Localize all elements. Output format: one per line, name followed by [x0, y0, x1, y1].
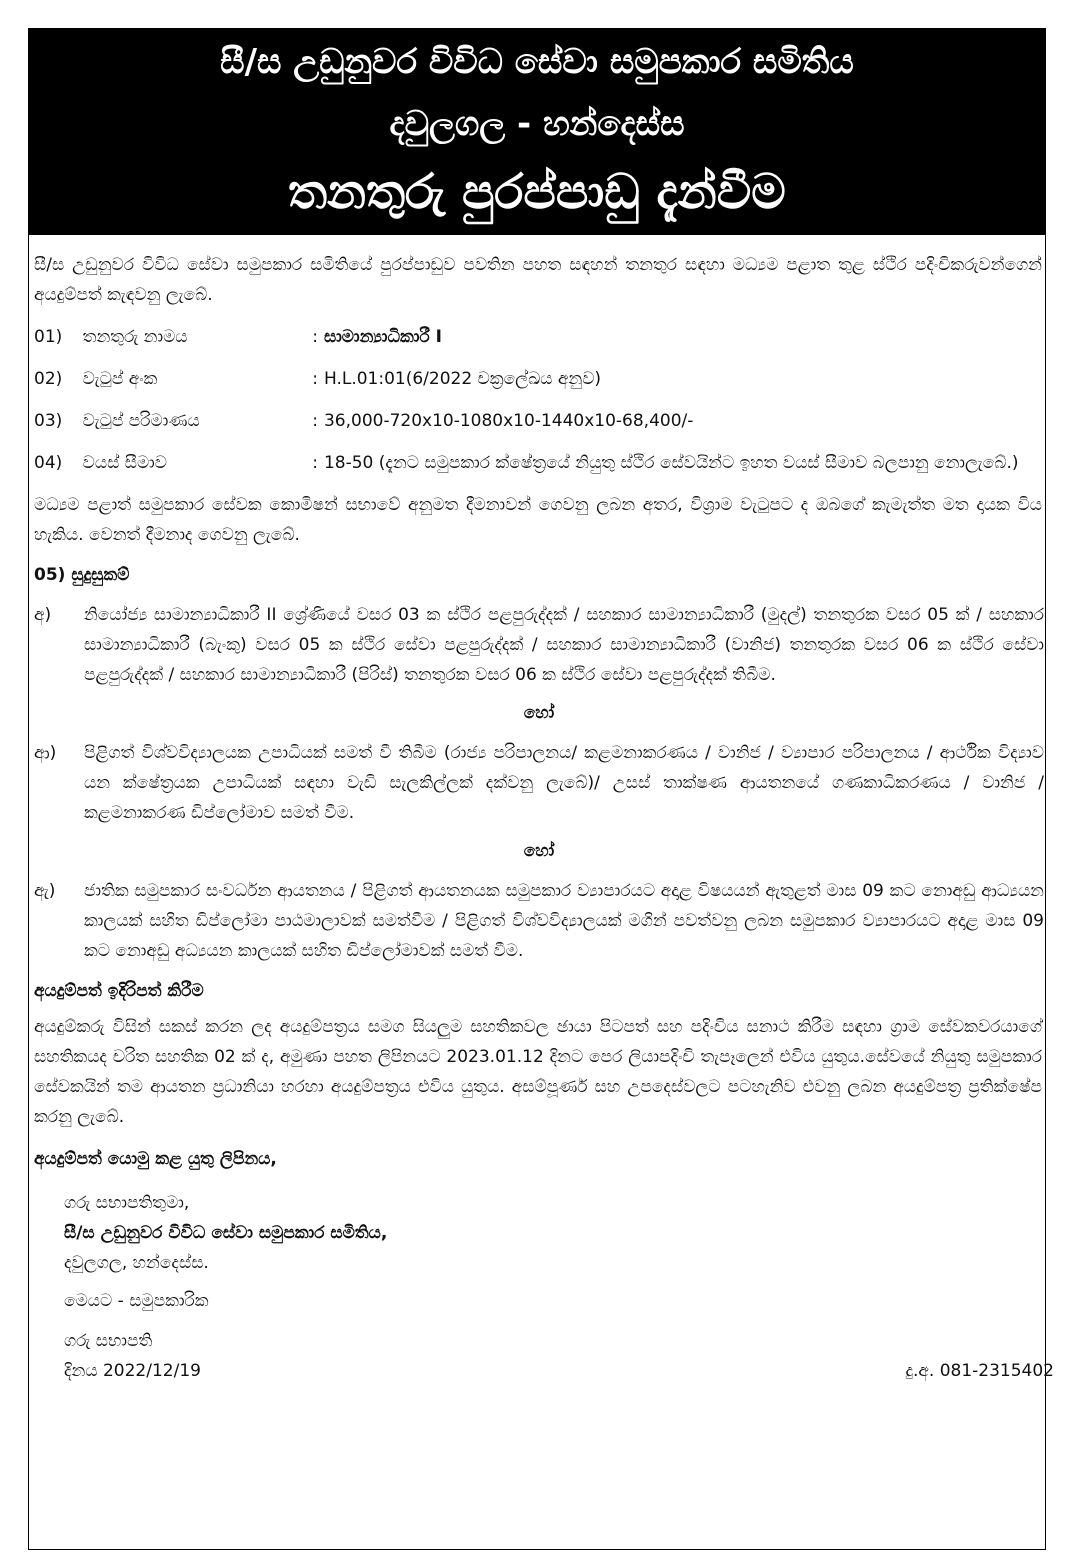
detail-label: වැටුප් අංක — [82, 369, 158, 389]
detail-row — [34, 364, 1044, 394]
detail-colon: : — [312, 369, 319, 389]
address-line: දවුලගල, හන්දෙස්ස. — [64, 1253, 209, 1273]
detail-colon: : — [312, 453, 319, 473]
org-name: සී/ස උඩුනුවර විවිධ සේවා සමුපකාර සමිතිය — [220, 42, 854, 82]
detail-number: 02) — [34, 369, 63, 389]
detail-label: වයස් සීමාව — [82, 453, 167, 473]
detail-value: සාමාන්‍යාධිකාරී I — [323, 327, 442, 347]
salary-note: මධ්‍යම පළාත් සමුපකාර සේවක කොමිෂන් සභාවේ අනුමත දීමනාවන් ගෙවනු ලබන අතර, විශ්‍රාම වැටුපට ද ඔබගේ කැමැත්ත මත දායක විය හැකිය. වෙනත් දීමනාද ගෙවනු ලැබේ. — [34, 495, 1042, 545]
detail-number: 01) — [34, 327, 63, 347]
detail-number: 03) — [34, 411, 63, 431]
signatory: ගරු සභාපති — [64, 1331, 153, 1351]
detail-value: 36,000-720x10-1080x10-1440x10-68,400/- — [323, 411, 694, 431]
footer-row — [64, 1356, 1054, 1386]
notice-body — [34, 250, 1054, 1386]
notice-date: දිනය 2022/12/19 — [64, 1361, 201, 1381]
detail-row — [34, 406, 1044, 436]
address-title: අයදුම්පත් යොමු කළ යුතු ලිපිනය, — [34, 1149, 277, 1169]
qualification-item — [34, 600, 1044, 690]
qualification-mark: අ) — [34, 605, 52, 625]
detail-label: තනතුරු නාමය — [82, 327, 188, 347]
detail-value: 18-50 (දැනට සමුපකාර ක්ෂේත්‍රයේ නියුතු ස්ථිර සේවයින්ට ඉහත වයස් සීමාව බලපානු නොලැබේ.) — [323, 453, 1019, 473]
address-line: සී/ස උඩුනුවර විවිධ සේවා සමුපකාර සමිතිය, — [64, 1223, 388, 1243]
detail-label: වැටුප් පරිමාණය — [82, 411, 200, 431]
org-location: දවුලගල - හන්දෙස්ස — [389, 104, 685, 144]
motto: මෙයට - සමුපකාරික — [64, 1291, 209, 1311]
qualification-text: ජාතික සමුපකාර සංවර්ධන ආයතනය / පිළිගත් ආයතනයක සමුපකාර ව්‍යාපාරයට අදාළ විෂයයන් ඇතුළත් මාස 09 කට නොඅඩු ආධ්‍යයන කාලයක් සහිත ඩිප්ලෝමා පාඨමාලාවක් සමත්වීම / පිළිගත් විශ්වවිද්‍යාලයක් මගින් පවත්වනු ලබන සමුපකාර ව්‍යාපාරයට අදාළ මාස 09 කට නොඅඩු අධ්‍යයන කාලයක් සහිත ඩිප්ලෝමාවක් සමත් වීම. — [84, 881, 1044, 961]
application-title: අයදුම්පත් ඉදිරිපත් කිරීම — [34, 981, 204, 1001]
qualification-text: නියෝජ්‍ය සාමාන්‍යාධිකාරී II ශ්‍රේණියේ වසර 03 ක ස්ථිර පළපුරුද්දක් / සහකාර සාමාන්‍යාධිකාරී (මුදල්) තනතුරක වසර 05 ක් / සහකාර සාමාන්‍යාධිකාරී (බැංකු) වසර 05 ක ස්ථිර සේවා පළපුරුද්දක් / සහකාර සාමාන්‍යාධිකාරී (වානිජ) තනතුරක වසර 06 ක ස්ථිර සේවා පළපුරුද්දක් / සහකාර සාමාන්‍යාධිකාරී (පිරිස්) තනතුරක වසර 06 ක ස්ථිර සේවා පළපුරුද්දක් තිබීම. — [84, 605, 1044, 685]
intro-paragraph: සී/ස උඩුනුවර විවිධ සේවා සමුපකාර සමිතියේ පුරප්පාඩුව පවතින පහත සඳහන් තනතුර සඳහා මධ්‍යම පළාත තුළ ස්ථිර පදිංචිකරුවන්ගෙන් අයදුම්පත් කැඳවනු ලැබේ. — [34, 255, 1042, 305]
address-line: ගරු සභාපතිතුමා, — [64, 1193, 190, 1213]
qualification-mark: ඇ) — [34, 881, 56, 901]
detail-colon: : — [312, 411, 319, 431]
detail-row — [34, 448, 1044, 478]
phone-number: දු.අ. 081-2315402 — [905, 1361, 1054, 1381]
detail-value: H.L.01:01(6/2022 චක්‍රලේඛය අනුව) — [323, 369, 602, 389]
detail-row — [34, 322, 1044, 352]
qualification-item — [34, 738, 1044, 828]
qualification-text: පිළිගත් විශ්වවිද්‍යාලයක උපාධියක් සමත් වී තිබීම (රාජ්‍ය පරිපාලනය/ කළමනාකරණය / වානිජ / ව්‍යාපාර පරිපාලනය / ආර්ථික විද්‍යාව යන ක්ෂේත්‍රයක උපාධියක් සඳහා වැඩි සැලකිල්ලක් දක්වනු ලැබේ)/ උසස් තාක්ෂණ ආයතනයේ ගණකාධිකරණය / වානිජ / කළමනාකරණ ඩිප්ලෝමාව සමත් වීම. — [84, 743, 1044, 823]
header-banner — [28, 28, 1046, 234]
detail-colon: : — [312, 327, 319, 347]
or-separator: හෝ — [523, 841, 555, 861]
detail-number: 04) — [34, 453, 63, 473]
application-text: අයදුම්කරු විසින් සකස් කරන ලද අයදුම්පත්‍රය සමග සියලුම සහතිකවල ඡායා පිටපත් සහ පදිංචිය සනාථ කිරීම සඳහා ග්‍රාම සේවකවරයාගේ සහතිකයද චරිත සහතික 02 ක් ද, අමුණා පහත ලිපිනයට 2023.01.12 දිනට පෙර ලියාපදිංචි තැපෑලෙන් එවිය යුතුය.සේවයේ නියුතු සමුපකාර සේවකයින් තම ආයතන ප්‍රධානියා හරහා අයදුම්පත්‍රය එවිය යුතුය. අසම්පූර්ණ සහ උපදෙස්වලට පටහැනිව එවනු ලබන අයදුම්පත්‍ර ප්‍රතික්ෂේප කරනු ලැබේ. — [34, 1017, 1042, 1127]
qualification-item — [34, 876, 1044, 966]
or-separator: හෝ — [523, 703, 555, 723]
notice-title: තනතුරු පුරප්පාඩු දැන්වීම — [288, 164, 786, 220]
qualifications-title: 05) සුදුසුකම් — [34, 565, 130, 585]
qualification-mark: ආ) — [34, 743, 57, 763]
